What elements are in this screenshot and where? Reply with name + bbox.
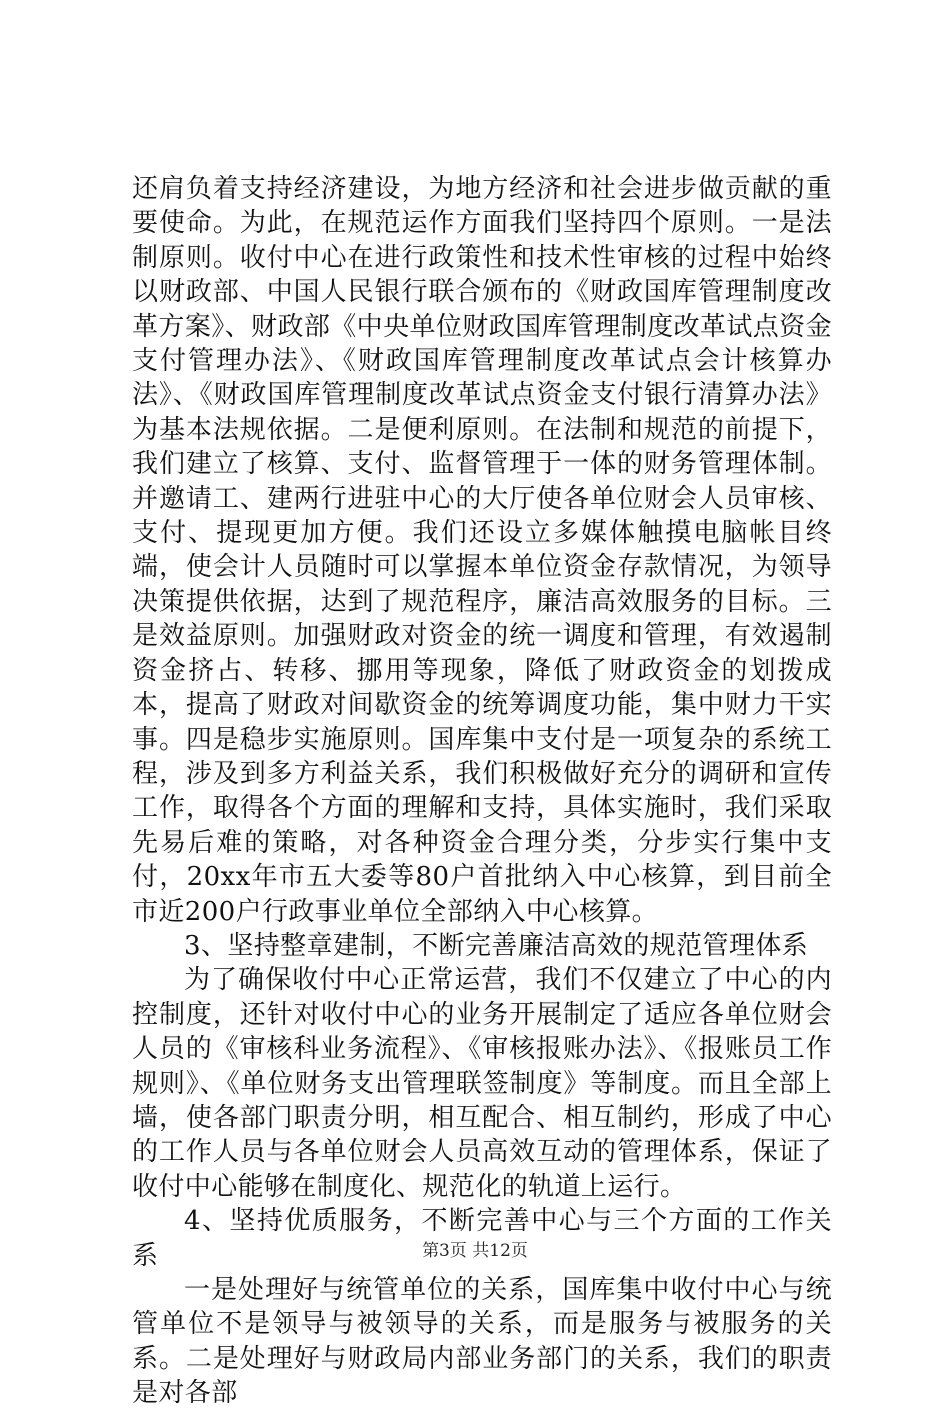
heading-section-4: 4、坚持优质服务，不断完善中心与三个方面的工作关系 (132, 1206, 832, 1271)
body-text (132, 172, 832, 1411)
paragraph-principles: 还肩负着支持经济建设，为地方经济和社会进步做贡献的重要使命。为此，在规范运作方面我们坚持四个原则。一是法制原则。收付中心在进行政策性和技术性审核的过程中始终以财政部、中国人民银行联合颁布的《财政国库管理制度改革方案》、财政部《中央单位财政国库管理制度改革试点资金支付管理办法》、《财政国库管理制度改革试点会计核算办法》、《财政国库管理制度改革试点资金支付银行清算办法》为基本法规依据。二是便利原则。在法制和规范的前提下，我们建立了核算、支付、监督管理于一体的财务管理体制。并邀请工、建两行进驻中心的大厅使各单位财会人员审核、支付、提现更加方便。我们还设立多媒体触摸电脑帐目终端，使会计人员随时可以掌握本单位资金存款情况，为领导决策提供依据，达到了规范程序，廉洁高效服务的目标。三是效益原则。加强财政对资金的统一调度和管理，有效遏制资金挤占、转移、挪用等现象，降低了财政资金的划拨成本，提高了财政对间歇资金的统筹调度功能，集中财力干实事。四是稳步实施原则。国库集中支付是一项复杂的系统工程，涉及到多方利益关系，我们积极做好充分的调研和宣传工作，取得各个方面的理解和支持，具体实施时，我们采取先易后难的策略，对各种资金合理分类，分步实行集中支付，20xx年市五大委等80户首批纳入中心核算，到目前全市近200户行政事业单位全部纳入中心核算。 (132, 174, 832, 927)
paragraph-internal-control: 为了确保收付中心正常运营，我们不仅建立了中心的内控制度，还针对收付中心的业务开展制定了适应各单位财会人员的《审核科业务流程》、《审核报账办法》、《报账员工作规则》、《单位财务支出管理联签制度》等制度。而且全部上墙，使各部门职责分明，相互配合、相互制约，形成了中心的工作人员与各单位财会人员高效互动的管理体系，保证了收付中心能够在制度化、规范化的轨道上运行。 (132, 965, 832, 1202)
page-number: 第3页 共12页 (422, 1241, 528, 1261)
heading-section-3: 3、坚持整章建制，不断完善廉洁高效的规范管理体系 (184, 930, 809, 961)
page-footer (0, 1240, 950, 1262)
paragraph-relations: 一是处理好与统管单位的关系，国库集中收付中心与统管单位不是领导与被领导的关系，而是服务与被服务的关系。二是处理好与财政局内部业务部门的关系，我们的职责是对各部 (132, 1275, 832, 1409)
